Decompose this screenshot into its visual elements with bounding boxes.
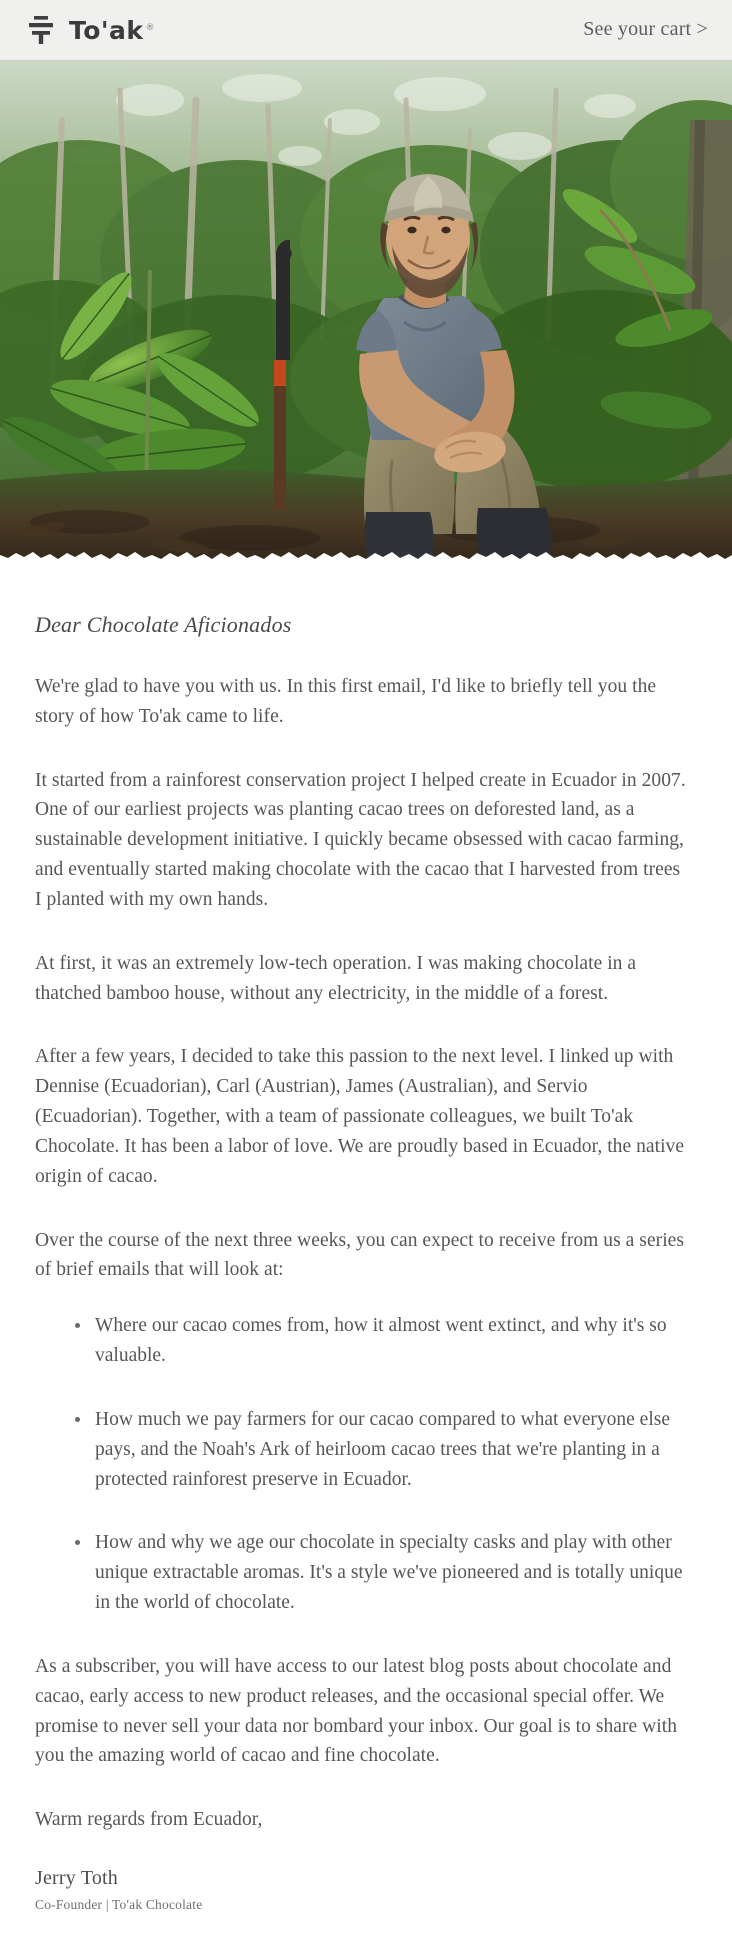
paragraph-origin-story: It started from a rainforest conservation project I helped create in Ecuador in 2007. One of our earliest projects was planting cacao trees on deforested land, as a sustainable development initiative. I quickly became obsessed with cacao farming, and eventually started making chocolate with the cacao that I harvested from trees I planted with my own hands. [35, 769, 686, 910]
hero-illustration [0, 60, 732, 562]
list-item: Where our cacao comes from, how it almost went extinct, and why it's so valuable. [73, 1311, 690, 1371]
salutation: Dear Chocolate Aficionados [35, 612, 292, 637]
signature-name: Jerry Toth [35, 1867, 118, 1890]
list-item: How much we pay farmers for our cacao compared to what everyone else pays, and the Noah's Ark of heirloom cacao trees that we're planting in a protected rainforest preserve in Ecuador. [73, 1405, 690, 1494]
paragraph-upcoming-emails: Over the course of the next three weeks, you can expect to receive from us a series of brief emails that will look at: [35, 1229, 685, 1281]
brand-wordmark [69, 18, 155, 43]
paragraph-founders: After a few years, I decided to take this passion to the next level. I linked up with Dennise (Ecuadorian), Carl (Austrian), James (Australian), and Servio (Ecuadorian). Together, with a team of passionate colleagues, we built To'ak Chocolate. It has been a labor of love. We are proudly based in Ecuador, the native origin of cacao. [35, 1046, 685, 1187]
bottom-spacer [35, 1913, 690, 1953]
sign-off: Warm regards from Ecuador, [35, 1809, 263, 1831]
paragraph-intro: We're glad to have you with us. In this first email, I'd like to briefly tell you the story of how To'ak came to life. [35, 676, 657, 727]
paragraph-subscriber-benefits: As a subscriber, you will have access to our latest blog posts about chocolate and cacao, early access to new product releases, and the occasional special offer. We promise to never sell your data nor bombard your inbox. Our goal is to share with you the amazing world of cacao and fine chocolate. [35, 1655, 677, 1767]
hero-image [0, 60, 732, 562]
signature-role: Co-Founder | To'ak Chocolate [35, 1897, 203, 1913]
toak-logo-icon [26, 14, 56, 46]
paragraph-low-tech: At first, it was an extremely low-tech operation. I was making chocolate in a thatched bamboo house, without any electricity, in the middle of a forest. [35, 952, 637, 1004]
list-item: How and why we age our chocolate in specialty casks and play with other unique extractable aromas. It's a style we've pioneered and is totally unique in the world of chocolate. [73, 1528, 690, 1617]
email-header [0, 0, 732, 60]
email-body [0, 612, 732, 1953]
brand-name-text: To'ak [69, 16, 144, 45]
see-your-cart-link[interactable]: See your cart > [583, 18, 708, 40]
upcoming-topics-list [35, 1311, 690, 1618]
registered-mark: ® [145, 22, 156, 33]
brand-logo-link[interactable] [26, 14, 155, 46]
